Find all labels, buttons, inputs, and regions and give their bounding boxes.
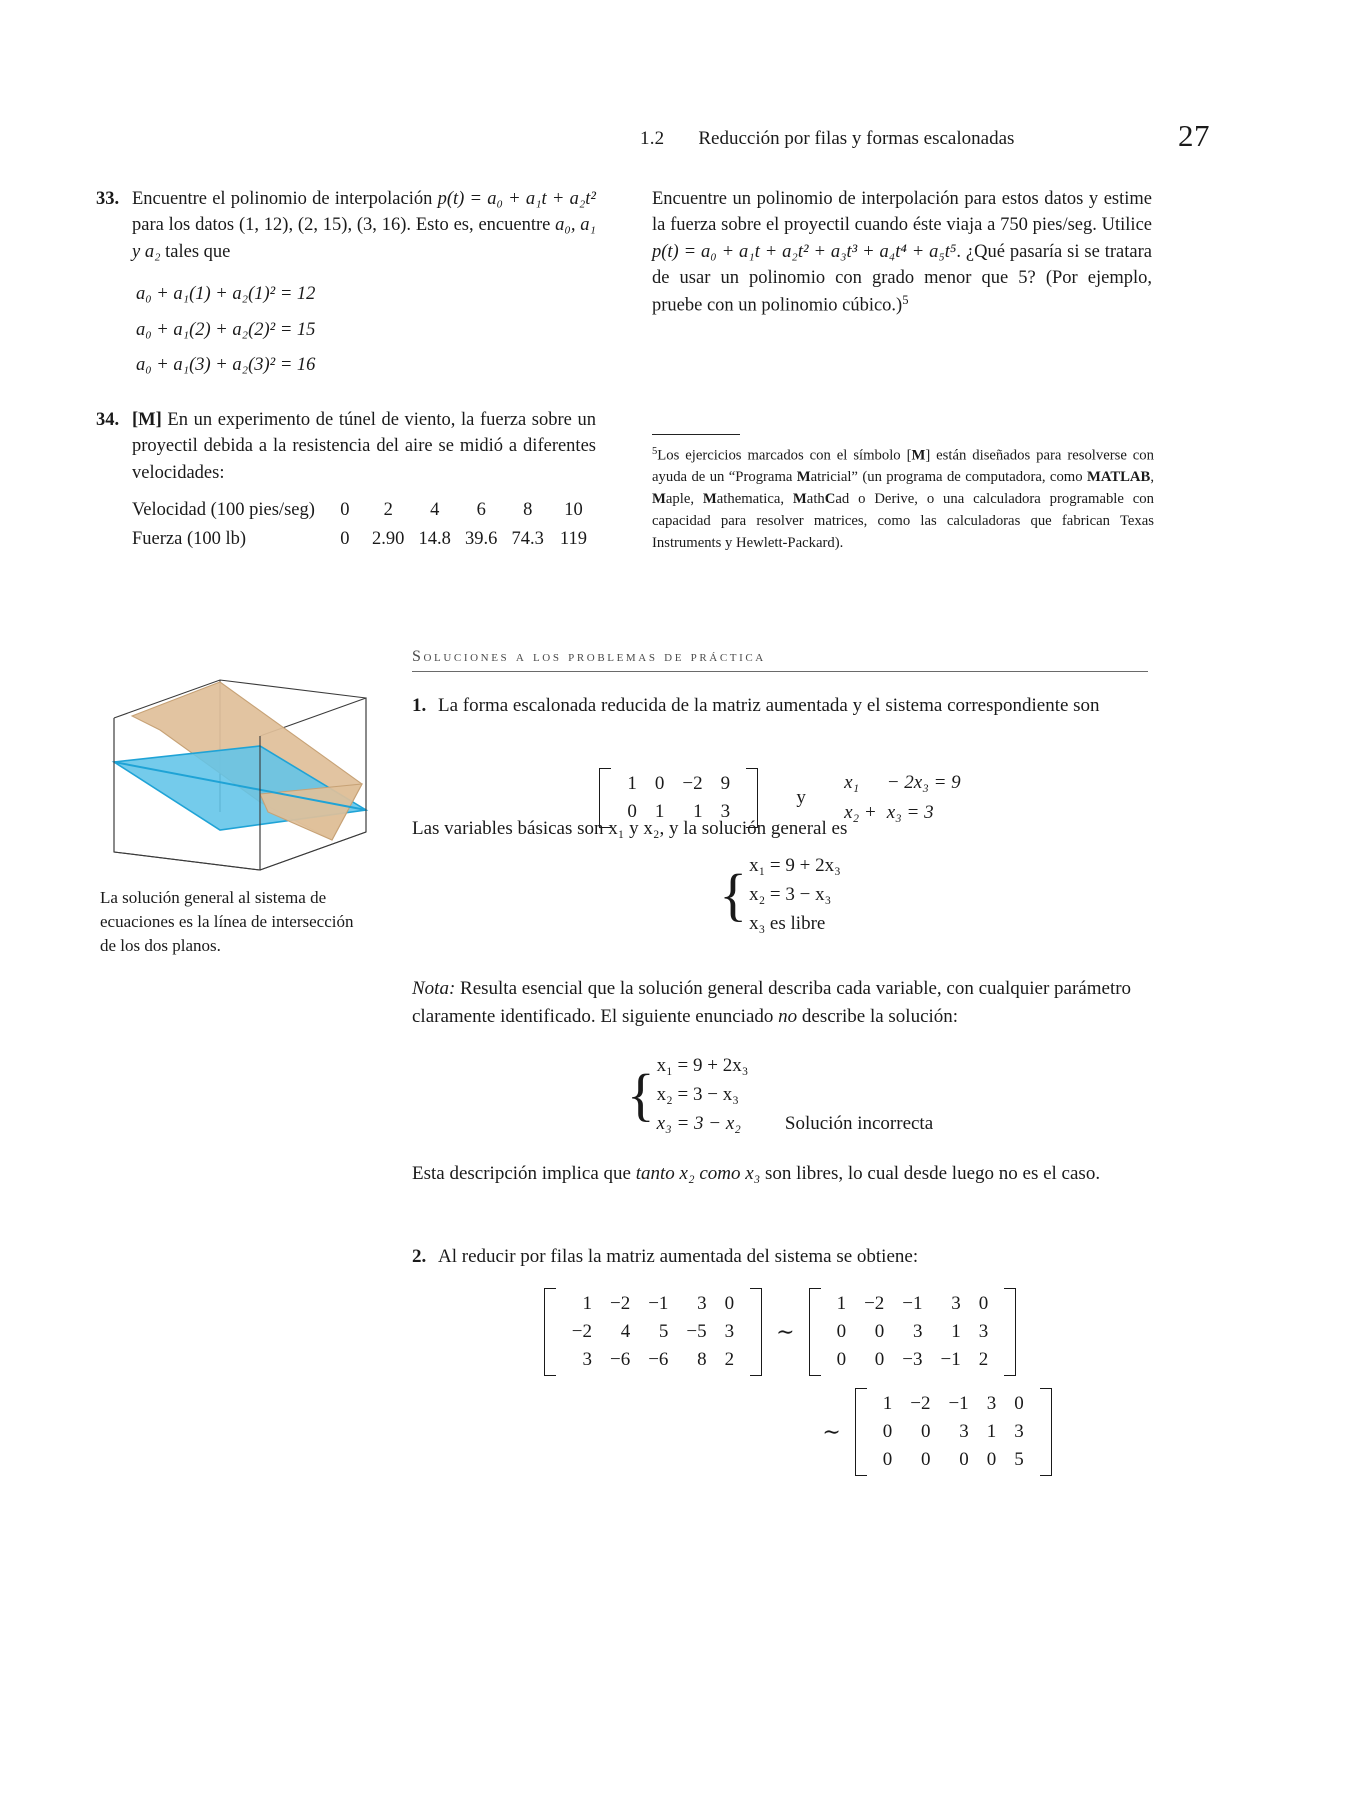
solutions-section-header: Soluciones a los problemas de práctica (412, 648, 1148, 672)
footnote-part-4: , (1150, 469, 1154, 486)
mc-r1c1: 0 (920, 1421, 931, 1442)
mc-r0c2: −1 (948, 1393, 969, 1414)
exercise-33-eq-1: a₀ + a₁(1) + a₂(1)² = 12 (136, 284, 316, 305)
mb-r2c3: −1 (940, 1349, 961, 1370)
footnote-part-3: atricial” (un programa de computadora, como (810, 469, 1087, 486)
exercise-33-eq-3: a₀ + a₁(3) + a₂(3)² = 16 (136, 354, 316, 375)
m1-r1c0: 0 (627, 801, 637, 822)
wrong-solution-lines (657, 1055, 934, 1135)
section-title: Reducción por filas y formas escalonadas (698, 128, 1015, 149)
ma-r1c4: 3 (724, 1321, 735, 1342)
table-row-force (132, 525, 596, 553)
solution-1-note (412, 975, 1148, 1030)
solution-2-item (412, 1243, 1148, 1271)
sim-symbol-1: ∼ (776, 1319, 795, 1344)
ma-r1c3: −5 (686, 1321, 707, 1342)
m1-r1c3: 3 (720, 801, 731, 822)
ma-r0c3: 3 (697, 1293, 707, 1314)
running-head (640, 128, 1160, 150)
exercise-33-text-b: para los datos (1, 12), (2, 15), (3, 16). Esto es, encuentre (132, 215, 556, 236)
solution-1-basic-vars: Las variables básicas son x₁ y x₂, y la solución general es (412, 818, 848, 839)
solution-1-closing-wrap (412, 1160, 1148, 1188)
footnote-bold-6: M (792, 491, 807, 508)
exercise-33-text-a: Encuentre el polinomio de interpolación (132, 189, 438, 209)
wrong-sol-line-3-wrap (657, 1113, 934, 1135)
ma-r0c1: −2 (609, 1293, 631, 1314)
general-solution-brace-group (719, 855, 841, 935)
ma-r1c1: 4 (620, 1321, 631, 1342)
ma-r2c0: 3 (582, 1349, 592, 1370)
footnote-bold-2: M (796, 469, 811, 486)
ma-r2c3: 8 (697, 1349, 707, 1370)
note-text-2: describe la solución: (797, 1005, 959, 1027)
section-number: 1.2 (640, 128, 665, 149)
mc-r1c0: 0 (882, 1421, 893, 1442)
solution-2-intro: Al reducir por filas la matriz aumentada del sistema se obtiene: (438, 1246, 919, 1267)
general-solution-lines (749, 855, 841, 935)
exercise-34-continuation (652, 186, 1152, 319)
exercise-34-body (132, 407, 596, 553)
sim-symbol-2: ∼ (822, 1419, 841, 1444)
force-f2: 14.8 (418, 528, 451, 549)
gen-sol-line-1: x₁ = 9 + 2x₃ (749, 855, 841, 876)
exercise-34-number: 34. (96, 409, 120, 430)
mb-r0c2: −1 (902, 1293, 923, 1314)
solution-2-matrix-c (855, 1388, 1052, 1476)
solution-1-item (412, 692, 1148, 720)
table-row-velocity (132, 496, 596, 524)
exercise-33-eq-2: a₀ + a₁(2) + a₂(2)² = 15 (136, 319, 316, 340)
wind-tunnel-table (132, 496, 596, 553)
velocity-v5: 10 (564, 500, 583, 521)
exercise-34-cont-text-2: . ¿Qué pasaría si se tratara de usar un polinomio con grado menor que 5? (Por ejemplo, pruebe con un polinomio cúbico.) (652, 241, 1152, 316)
velocity-v3: 6 (476, 500, 486, 521)
mb-r1c4: 3 (978, 1321, 989, 1342)
ma-r2c4: 2 (724, 1349, 735, 1370)
force-f0: 0 (340, 528, 350, 549)
exercise-33-number: 33. (96, 189, 120, 209)
ma-r0c2: −1 (648, 1293, 669, 1314)
exercise-34-cont-math: p(t) = a₀ + a₁t + a₂t² + a₃t³ + a₄t⁴ + a₅t⁵ (652, 241, 957, 262)
footnote-part-1: Los ejercicios marcados con el símbolo [ (657, 447, 912, 464)
m1-r0c0: 1 (627, 773, 637, 794)
note-text-1: Resulta esencial que la solución general describa cada variable, con cualquier parámetro claramente identificado. El siguiente enunciado (412, 978, 1132, 1027)
mc-r0c0: 1 (882, 1393, 893, 1414)
left-curly-brace: { (719, 861, 748, 927)
footnote-part-8: ad o Derive, o una calculadora programable con capacidad para resolver matrices, como las calculadoras que fabrican Texas Instruments y Hewlett-Packard). (652, 491, 1154, 552)
velocity-v0: 0 (340, 500, 350, 521)
exercise-34-text: En un experimento de túnel de viento, la fuerza sobre un proyectil debida a la resistencia del aire se midió a diferentes velocidades: (132, 409, 596, 483)
left-curly-brace-wrong: { (626, 1061, 655, 1127)
footnote-part-5: aple, (665, 491, 703, 508)
mc-r1c3: 1 (986, 1421, 997, 1442)
footnote-rule (652, 434, 740, 435)
page-number: 27 (1178, 118, 1210, 153)
solution-2-matrix-b (809, 1288, 1017, 1376)
right-bracket-a (750, 1288, 762, 1376)
footnote-part-2: ] están diseñados para resolverse con ayuda de un “Programa (652, 447, 1154, 486)
exercise-33-body (132, 186, 596, 389)
exercise-34-cont-text-1: Encuentre un polinomio de interpolación para estos datos y estime la fuerza sobre el proyectil cuando éste viaja a 750 pies/seg. Utilice (652, 189, 1152, 236)
closing-italic: tanto x₂ como x₃ (635, 1163, 761, 1184)
exercise-34-footnote-marker: 5 (902, 292, 909, 307)
mb-r1c2: 3 (913, 1321, 923, 1342)
mb-r1c0: 0 (836, 1321, 847, 1342)
solution-1-number: 1. (412, 695, 427, 716)
solution-2-matrix-a (544, 1288, 762, 1376)
right-bracket-b (1004, 1288, 1016, 1376)
force-f5: 119 (559, 528, 587, 549)
mb-r1c3: 1 (951, 1321, 961, 1342)
closing-text-1: Esta descripción implica que (412, 1163, 636, 1184)
left-bracket-a (544, 1288, 556, 1376)
solution-1-wrong-row (412, 1055, 1148, 1135)
sys1-lhs-1: x₁ (844, 772, 860, 793)
solution-1-general-row (412, 855, 1148, 935)
footnote-bold-4: M (652, 491, 666, 508)
solution-2 (412, 1243, 1148, 1271)
sys1-lhs-2: x₂ + (844, 802, 877, 823)
matrix-c-grid (867, 1388, 1040, 1476)
footnote-marker: 5 (652, 446, 658, 457)
mb-r0c3: 3 (951, 1293, 961, 1314)
left-bracket-b (809, 1288, 821, 1376)
matrix-a-grid (556, 1288, 750, 1376)
exercise-33-math-b: a₀, a₁ y a₂ (132, 215, 596, 262)
mc-r2c2: 0 (959, 1449, 969, 1470)
ma-r2c2: −6 (648, 1349, 669, 1370)
exercise-34-matrix-tag: [M] (132, 409, 162, 430)
mb-r2c0: 0 (836, 1349, 847, 1370)
m1-r0c1: 0 (654, 773, 665, 794)
mc-r0c3: 3 (986, 1393, 997, 1414)
solution-1-basic-vars-wrap (412, 815, 1148, 843)
footnote-part-6: athematica, (716, 491, 793, 508)
wrong-sol-line-1: x₁ = 9 + 2x₃ (656, 1055, 749, 1076)
wrong-solution-label: Solución incorrecta (784, 1113, 934, 1134)
mc-r1c2: 3 (959, 1421, 969, 1442)
exercise-33-text-c: tales que (160, 241, 231, 262)
ma-r2c1: −6 (609, 1349, 631, 1370)
note-label: Nota: (412, 978, 456, 999)
ma-r0c0: 1 (582, 1293, 592, 1314)
mc-r0c4: 0 (1014, 1393, 1024, 1414)
velocity-v2: 4 (430, 500, 440, 521)
left-bracket-c (855, 1388, 867, 1476)
figure-caption: La solución general al sistema de ecuaciones es la línea de intersección de los dos planos. (100, 888, 354, 956)
mc-r2c0: 0 (882, 1449, 893, 1470)
ma-r1c0: −2 (571, 1321, 592, 1342)
footnote-bold-7: C (824, 491, 836, 508)
m1-r1c2: 1 (693, 801, 703, 822)
solution-2-matrix-row-2 (412, 1388, 1148, 1476)
footnote (652, 444, 1154, 555)
footnote-part-7: ath (806, 491, 825, 508)
closing-text-2: son libres, lo cual desde luego no es el caso. (760, 1163, 1101, 1184)
row-label-force: Fuerza (100 lb) (132, 528, 247, 549)
mc-r1c4: 3 (1014, 1421, 1024, 1442)
ma-r0c4: 0 (724, 1293, 735, 1314)
solution-1-closing (412, 1160, 1148, 1188)
solution-1-intro: La forma escalonada reducida de la matriz aumentada y el sistema correspondiente son (438, 695, 1100, 716)
ma-r1c2: 5 (658, 1321, 669, 1342)
matrix-b-grid (821, 1288, 1005, 1376)
mc-r2c1: 0 (920, 1449, 931, 1470)
mb-r0c0: 1 (836, 1293, 847, 1314)
mb-r2c1: 0 (874, 1349, 885, 1370)
mb-r0c4: 0 (978, 1293, 989, 1314)
footnote-bold-1: M (911, 447, 926, 464)
force-f1: 2.90 (372, 528, 405, 549)
mc-r2c3: 0 (986, 1449, 997, 1470)
mc-r0c1: −2 (910, 1393, 931, 1414)
footnote-bold-3: MATLAB (1086, 469, 1151, 486)
wrong-sol-line-2: x₂ = 3 − x₃ (656, 1084, 739, 1105)
force-f4: 74.3 (511, 528, 544, 549)
exercise-33-equations (132, 277, 596, 382)
mc-r2c4: 5 (1014, 1449, 1024, 1470)
wrong-solution-brace-group (627, 1055, 933, 1135)
gen-sol-line-2: x₂ = 3 − x₃ (749, 884, 832, 905)
exercises-left-column (96, 186, 596, 567)
mb-r2c2: −3 (902, 1349, 923, 1370)
right-bracket-c (1040, 1388, 1052, 1476)
velocity-v1: 2 (383, 500, 393, 521)
exercise-33 (96, 186, 596, 389)
solution-2-matrix-row-1 (412, 1288, 1148, 1376)
sys1-rhs-2: x₃ = 3 (886, 802, 934, 823)
exercise-33-math-a: p(t) = a₀ + a₁t + a₂t² (437, 189, 596, 209)
exercise-34 (96, 407, 596, 553)
m1-r0c2: −2 (682, 773, 703, 794)
mb-r0c1: −2 (864, 1293, 885, 1314)
sys1-rhs-1: − 2x₃ = 9 (886, 772, 961, 793)
note-italic-no: no (778, 1005, 798, 1027)
mb-r2c4: 2 (978, 1349, 989, 1370)
conjunction-y: y (796, 787, 806, 808)
force-f3: 39.6 (465, 528, 498, 549)
m1-r1c1: 1 (654, 801, 665, 822)
row-label-velocity: Velocidad (100 pies/seg) (132, 500, 315, 521)
velocity-v4: 8 (523, 500, 533, 521)
cube-planes-svg (100, 672, 380, 872)
solution-1-note-wrap (412, 975, 1148, 1030)
gen-sol-line-3: x₃ es libre (749, 913, 826, 934)
footnote-bold-5: M (702, 491, 717, 508)
mb-r1c1: 0 (874, 1321, 885, 1342)
solution-1 (412, 692, 1148, 720)
intersecting-planes-figure (100, 672, 380, 872)
wrong-sol-line-3: x₃ = 3 − x₂ (656, 1113, 741, 1134)
exercises-right-column (652, 186, 1152, 319)
solution-2-number: 2. (412, 1246, 427, 1267)
m1-r0c3: 9 (720, 773, 731, 794)
